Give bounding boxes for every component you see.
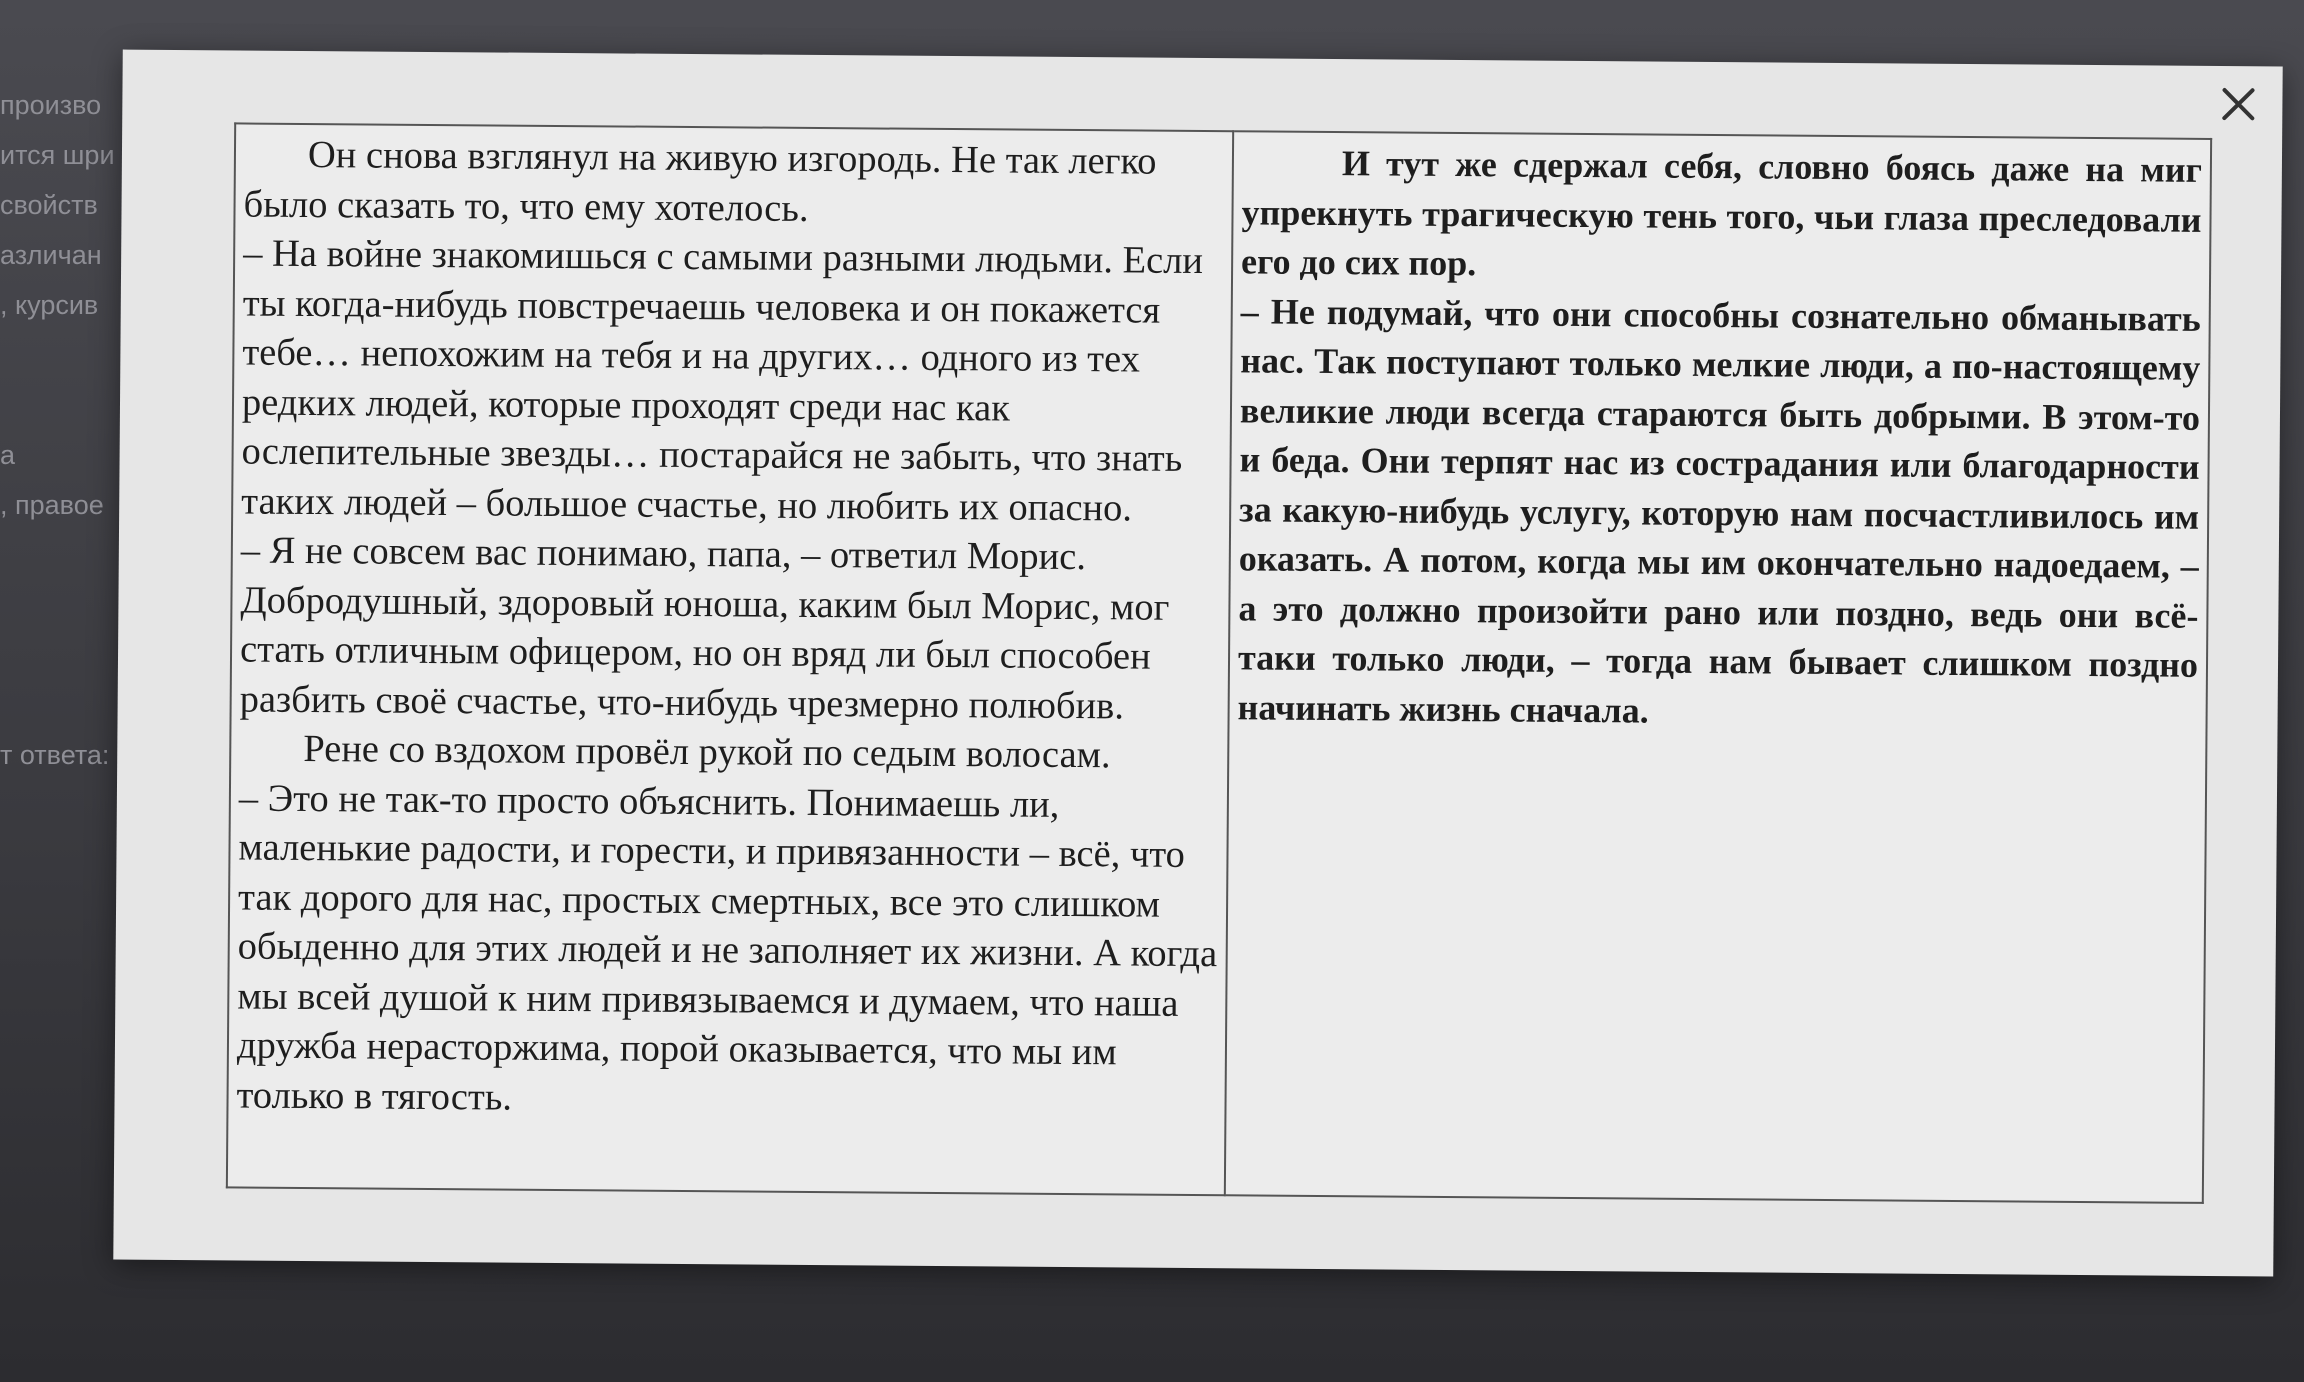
background-text-line: , курсив: [0, 290, 99, 320]
left-text-cell: [227, 123, 1233, 1195]
right-column-text: [1237, 138, 2202, 740]
paragraph: И тут же сдержал себя, словно боясь даже на миг упрекнуть трагическую тень того, чьи глаза преследовали его до сих пор.: [1240, 143, 2203, 284]
paragraph: – Не подумай, что они способны сознательно обманывать нас. Так поступают только мелкие люди, а по-настоящему великие люди всегда стараются быть добрыми. В этом-то и беда. Они терпят нас из сострадания или благодарности за какую-нибудь услугу, которую нам посчастливилось им оказать. А потом, когда мы им окончательно надоедаем, – а это должно произойти рано или поздно, ведь они всё-таки только люди, – тогда нам бывает слишком поздно начинать жизнь сначала.: [1237, 290, 2201, 731]
paragraph: – Это не так-то просто объяснить. Понимаешь ли, маленькие радости, и горести, и привязанности – всё, что так дорого для нас, простых смертных, все это слишком обыденно для этих людей и не заполняет их жизни. А когда мы всей душой к ним привязываемся и думаем, что наша дружба нерасторжима, порой оказывается, что мы им только в тягость.: [236, 776, 1218, 1119]
background-text-line: свойств: [0, 190, 98, 220]
paragraph: – На войне знакомишься с самыми разными людьми. Если ты когда-нибудь повстречаешь человека и он покажется тебе… непохожим на тебя и на других… одного из тех редких людей, которые проходят среди нас как ослепительные звезды… постарайся не забыть, что знать таких людей – большое счастье, но любить их опасно.: [241, 232, 1204, 529]
close-icon: [2210, 76, 2266, 132]
background-text-line: произво: [0, 90, 102, 120]
close-button[interactable]: [2210, 76, 2266, 132]
table-row: [227, 123, 2211, 1202]
right-text-cell: [1225, 131, 2211, 1203]
background-text-line: , правое: [0, 490, 104, 520]
left-column-text: [236, 130, 1224, 1128]
background-text-line: а: [0, 440, 16, 470]
background-text-line: азличан: [0, 240, 102, 270]
paragraph: Рене со вздохом провёл рукой по седым волосам.: [303, 727, 1111, 777]
background-text-line: т ответа:: [0, 740, 110, 770]
text-comparison-table: [226, 122, 2212, 1204]
background-text-line: ится шри: [0, 140, 115, 170]
image-viewer-modal: [113, 50, 2282, 1277]
paragraph: – Я не совсем вас понимаю, папа, – ответил Морис. Добродушный, здоровый юноша, каким был Морис, мог стать отличным офицером, но он вряд ли был способен разбить своё счастье, что-нибудь чрезмерно полюбив.: [239, 529, 1170, 727]
paragraph: Он снова взглянул на живую изгородь. Не так легко было сказать то, что ему хотелось.: [243, 133, 1157, 230]
